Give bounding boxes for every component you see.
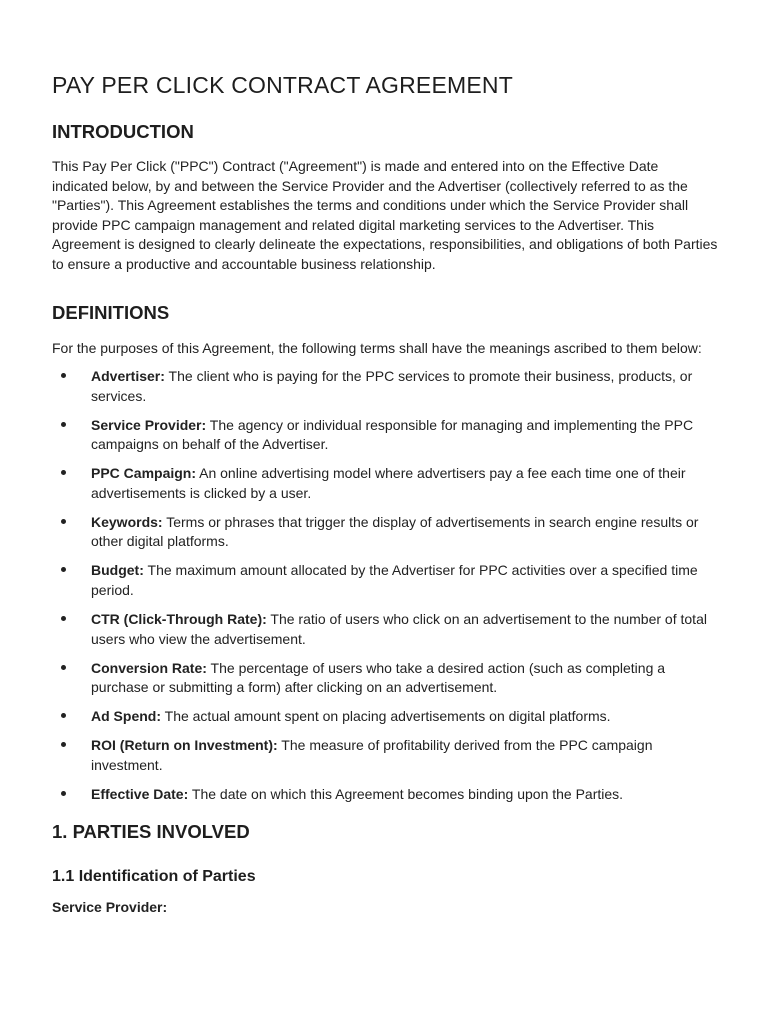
definition-item [52,785,718,805]
definition-text: The percentage of users who take a desired action (such as completing a purchase or submitting a form) after clicking on an advertisement. [91,659,666,696]
definition-term: Conversion Rate: [91,659,207,676]
definition-term: Budget: [91,562,144,579]
definition-term: Ad Spend: [91,708,161,725]
definitions-list [52,367,718,804]
definition-text: The ratio of users who click on an advertisement to the number of total users who view the advertisement. [91,611,707,647]
definition-term: CTR (Click-Through Rate): [91,611,267,628]
definitions-intro: For the purposes of this Agreement, the following terms shall have the meanings ascribed to them below: [52,339,702,356]
definition-item [52,610,718,649]
bullet-icon [61,616,66,621]
bullet-icon [61,713,66,718]
definition-text: The measure of profitability derived from the PPC campaign investment. [91,737,653,773]
definition-text: Terms or phrases that trigger the display of advertisements in search engine results or other digital platforms. [91,513,699,550]
bullet-icon [61,519,66,524]
definition-text: The agency or individual responsible for managing and implementing the PPC campaigns on behalf of the Advertiser. [91,416,694,453]
definition-text: The date on which this Agreement becomes binding upon the Parties. [188,785,624,802]
definition-item [52,464,718,503]
definition-term: Effective Date: [91,785,189,802]
definition-text: The maximum amount allocated by the Advertiser for PPC activities over a specified time period. [91,562,698,599]
bullet-icon [61,422,66,427]
bullet-icon [61,791,66,796]
definition-term: Service Provider: [91,416,207,433]
document-title: PAY PER CLICK CONTRACT AGREEMENT [52,72,513,98]
bullet-icon [61,470,66,475]
definition-item [52,561,718,600]
bullet-icon [61,665,66,670]
definitions-heading: DEFINITIONS [52,301,170,323]
bullet-icon [61,567,66,572]
definition-term: Advertiser: [91,368,165,385]
definition-item [52,513,718,552]
parties-heading: 1. PARTIES INVOLVED [52,821,250,843]
definition-text: The client who is paying for the PPC services to promote their business, products, or services. [91,368,693,404]
identification-subheading: 1.1 Identification of Parties [52,868,256,886]
definition-item [52,416,718,455]
definition-term: PPC Campaign: [91,465,197,482]
definition-term: Keywords: [91,513,163,530]
introduction-paragraph: This Pay Per Click ("PPC") Contract ("Agreement") is made and entered into on the Effective Date indicated below, by and between the Service Provider and the Advertiser (collectively referred to as the "Parties"). This Agreement establishes the terms and conditions under which the Service Provider shall provide PPC campaign management and related digital marketing services to the Advertiser. This Agreement is designed to clearly delineate the expectations, responsibilities, and obligations of both Parties to ensure a productive and accountable business relationship. [52,158,718,272]
bullet-icon [61,373,66,378]
definition-text: The actual amount spent on placing advertisements on digital platforms. [161,708,611,725]
definition-item [52,367,718,406]
definition-term: ROI (Return on Investment): [91,737,278,754]
definition-item [52,707,718,727]
bullet-icon [61,742,66,747]
service-provider-label: Service Provider: [52,899,168,916]
definition-text: An online advertising model where advertisers pay a fee each time one of their advertisements is clicked by a user. [91,465,686,501]
introduction-heading: INTRODUCTION [52,121,194,142]
definition-item [52,659,718,698]
definition-item [52,736,718,775]
